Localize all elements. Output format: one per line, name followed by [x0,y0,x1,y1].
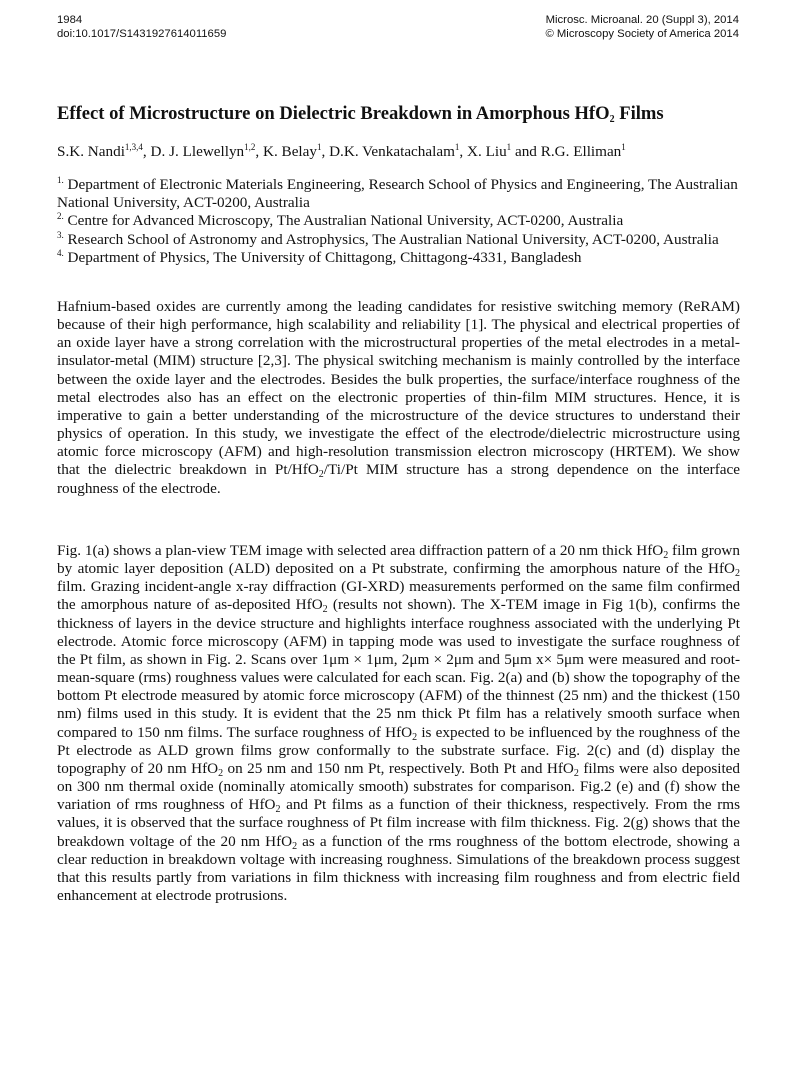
page-number: 1984 [57,14,83,26]
paper-title [57,103,664,125]
author-name: D.K. Venkatachalam [329,143,455,160]
copyright: © Microscopy Society of America 2014 [545,27,739,40]
subscript: 2 [292,840,298,852]
affiliation [57,176,747,212]
affiliation-number: 1. [57,175,64,185]
subscript: 2 [609,114,615,125]
affiliations [57,176,747,267]
affiliation [57,231,747,249]
running-header-left [57,14,226,41]
affiliation [57,249,747,267]
subscript: 2 [318,469,324,481]
subscript: 2 [735,568,740,580]
text-run: on 25 nm and 150 nm Pt, respectively. Both Pt and HfO [223,759,574,777]
affiliation-number: 2. [57,211,64,222]
text-run: Effect of Microstructure on Dielectric Breakdown in Amorphous HfO [57,103,610,124]
subscript: 2 [663,550,669,561]
author-name: R.G. Elliman [540,143,622,160]
affiliation-ref: 1 [317,142,322,152]
running-header-right [545,14,739,41]
subscript: 2 [218,767,224,779]
body-paragraph-1 [57,298,740,498]
separator: , [459,143,468,160]
text-run: as a function of the rms roughness of the bottom electrode, showing a clear reduction in breakdown voltage with increasing roughness. Simulations of the breakdown process suggest that this results partly from variations in film thickness with increasing film roughness and from electric field enhancement at electrode protrusions. [57,832,740,904]
affiliation-ref: 1,2 [244,142,256,152]
affiliation-ref: 1,3,4 [124,142,143,152]
text-run: is expected to be influenced by the roughness of the Pt electrode as ALD grown films grow conformally to the substrate surface. Fig. 2(c) and (d) display the topography of 20 nm HfO [57,723,741,777]
author-name: K. Belay [263,143,317,160]
text-run: /Ti/Pt MIM structure has a strong dependence on the interface roughness of the electrode. [57,461,740,497]
subscript: 2 [275,804,281,816]
affiliation-ref: 1 [454,142,460,152]
affiliation-text: Department of Electronic Materials Engineering, Research School of Physics and Engineering, The Australian National University, ACT-0200, Australia [57,176,738,212]
text-run: (results not shown). The X-TEM image in Fig 1(b), confirms the thickness of layers in the device structure and highlights interface roughness associated with the underlying Pt electrode. Atomic force microscopy (AFM) in tapping mode was used to investigate the surface roughness of the Pt film, as shown in Fig. 2. Scans over 1μm × 1μm, 2μm × 2μm and 5μm x× 5μm were measured and root-mean-square (rms) roughness values were calculated for each scan. Fig. 2(a) and (b) show the topography of the bottom Pt electrode measured by atomic force microscopy (AFM) of the thinnest (25 nm) and the thickest (150 nm) films used in this study. It is evident that the 25 nm thick Pt film has a relatively smooth surface when compared to 150 nm films. The surface roughness of HfO [57,596,740,741]
text-run: films were also deposited on 300 nm thermal oxide (nominally atomically smooth) substrates for comparison. Fig.2 (e) and (f) show the variation of rms roughness of HfO [57,759,741,814]
author-name: D. J. Llewellyn [150,143,245,160]
affiliation-text: Centre for Advanced Microscopy, The Australian National University, ACT-0200, Australia [63,212,624,230]
affiliation-text: Department of Physics, The University of Chittagong, Chittagong-4331, Bangladesh [63,248,582,266]
separator: , [142,143,151,160]
separator: , [321,143,330,160]
separator: and [511,143,541,160]
text-run: Films [614,103,664,124]
separator: , [255,143,263,160]
affiliation-ref: 1 [621,142,626,152]
affiliation-text: Research School of Astronomy and Astrophysics, The Australian National University, ACT-0200, Australia [63,230,719,248]
body-paragraph-2 [57,542,740,905]
text-run: Fig. 1(a) shows a plan-view TEM image with selected area diffraction pattern of a 20 nm thick HfO [57,542,664,559]
doi: doi:10.1017/S1431927614011659 [57,27,227,40]
subscript: 2 [412,731,418,743]
journal-citation: Microsc. Microanal. 20 (Suppl 3), 2014 [545,14,739,26]
affiliation [57,212,747,230]
text-run: Hafnium-based oxides are currently among the leading candidates for resistive switching memory (ReRAM) because of their high performance, high scalability and reliability [1]. The physical and electrical properties of an oxide layer have a strong correlation with the microstructural properties of the metal electrodes in a metal-insulator-metal (MIM) structure [2,3]. The physical switching mechanism is mainly controlled by the interface between the oxide layer and the electrodes. Besides the bulk properties, the surface/interface roughness of the metal electrodes also has an effect on the electronic properties of thin-film MIM structures. Hence, it is imperative to gain a better understanding of the microstructure of the device structures to understand their physics of operation. In this study, we investigate the effect of the electrode/dielectric microstructure using atomic force microscopy (AFM) and high-resolution transmission electron microscopy (HRTEM). We show that the dielectric breakdown in Pt/HfO [57,298,740,479]
affiliation-number: 3. [57,229,64,240]
affiliation-number: 4. [57,247,64,258]
subscript: 2 [322,604,328,616]
affiliation-ref: 1 [506,142,512,152]
author-name: X. Liu [467,143,507,160]
text-run: film grown by atomic layer deposition (ALD) deposited on a Pt substrate, confirming the amorphous nature of the HfO [57,542,740,578]
author-list [57,143,626,161]
text-run: and Pt films as a function of their thickness, respectively. From the rms values, it is observed that the surface roughness of Pt film increase with film thickness. Fig. 2(g) shows that the breakdown voltage of the 20 nm HfO [57,796,740,850]
text-run: film. Grazing incident-angle x-ray diffraction (GI-XRD) measurements performed on the same film confirmed the amorphous nature of as-deposited HfO [57,578,740,614]
author-name: S.K. Nandi [57,143,125,160]
subscript: 2 [573,767,579,779]
